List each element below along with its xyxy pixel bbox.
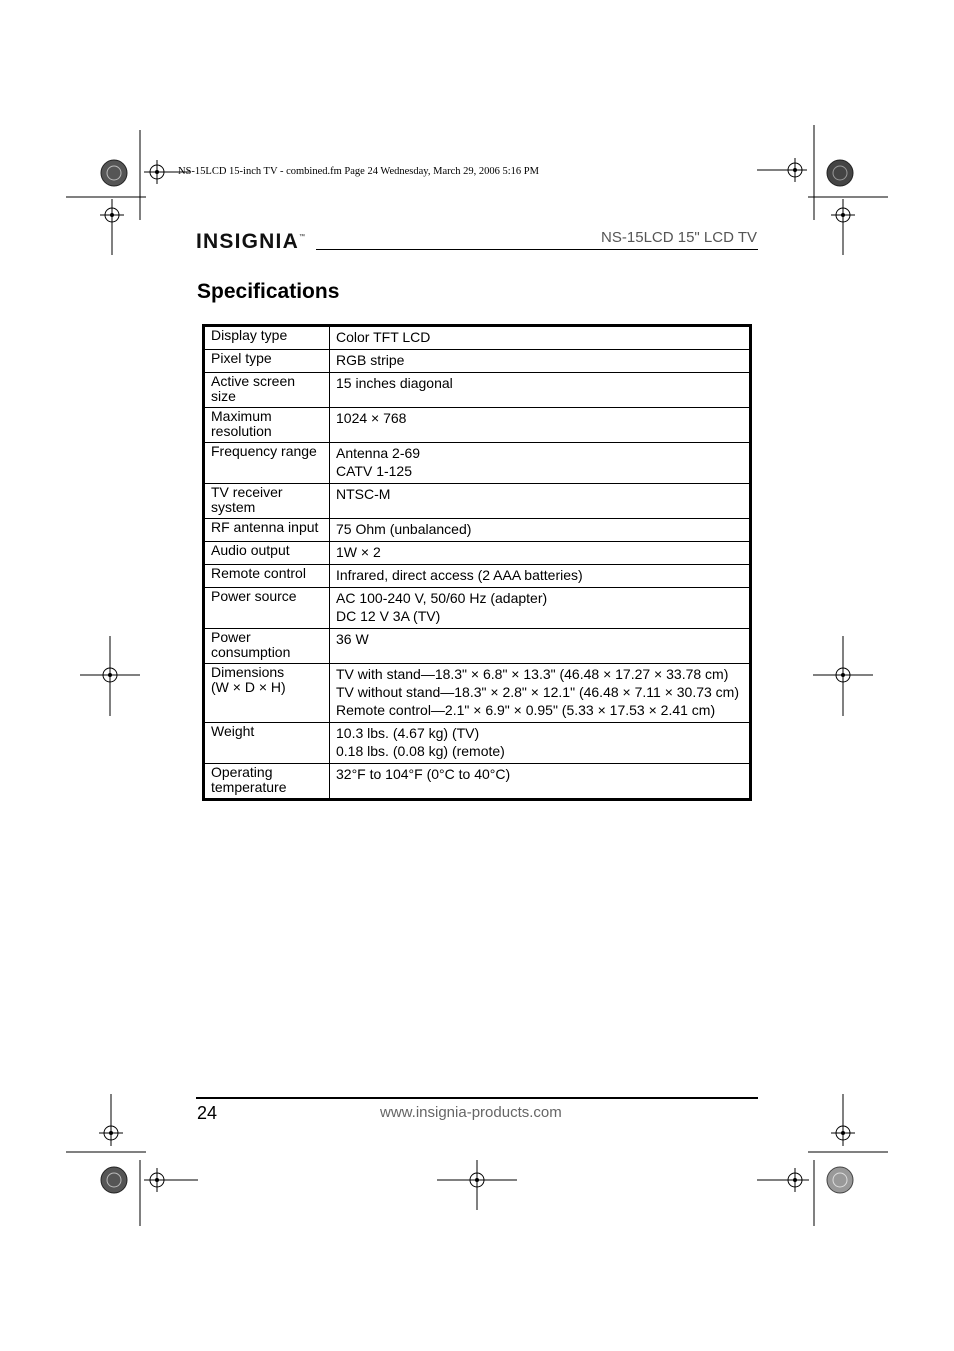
spec-label: Remote control [211, 565, 306, 581]
table-row [204, 764, 751, 800]
spec-label: Display type [211, 327, 288, 343]
spec-label-cell [204, 588, 330, 629]
table-row [204, 350, 751, 373]
insignia-logo: INSIGNIA™ [196, 230, 307, 253]
spec-value: RGB stripe [336, 352, 405, 368]
spec-value-cell [330, 443, 751, 484]
spec-value: TV without stand—18.3" × 2.8" × 12.1" (46.48 × 7.11 × 30.73 cm) [336, 684, 740, 700]
spec-label-cell [204, 664, 330, 723]
spec-value-cell [330, 350, 751, 373]
spec-label-cell [204, 443, 330, 484]
spec-value-cell [330, 764, 751, 800]
page-number: 24 [197, 1103, 218, 1123]
table-row [204, 723, 751, 764]
spec-label: Frequency range [211, 443, 317, 459]
page-title: Specifications [197, 280, 340, 303]
registration-mark-icon [808, 1094, 888, 1160]
spec-value: AC 100-240 V, 50/60 Hz (adapter) [336, 590, 548, 606]
spec-value-cell [330, 542, 751, 565]
spec-value-cell [330, 408, 751, 443]
starburst-target-icon [825, 1165, 855, 1195]
spec-value-cell [330, 664, 751, 723]
spec-value: Infrared, direct access (2 AAA batteries) [336, 567, 583, 583]
spec-value: 75 Ohm (unbalanced) [336, 521, 472, 537]
registration-mark-icon [813, 636, 873, 716]
spec-label-cell [204, 408, 330, 443]
spec-value: Color TFT LCD [336, 329, 431, 345]
starburst-target-icon [99, 158, 129, 188]
spec-label: resolution [211, 423, 272, 439]
footer-rule [196, 1097, 758, 1099]
table-row [204, 373, 751, 408]
spec-label: TV receiver [211, 484, 283, 500]
spec-label: Operating [211, 764, 273, 780]
spec-label-cell [204, 723, 330, 764]
registration-mark-icon [66, 1094, 146, 1160]
spec-value-cell [330, 723, 751, 764]
doc-title: NS-15LCD 15" LCD TV [601, 229, 757, 246]
spec-label: Maximum [211, 408, 272, 424]
spec-value: 36 W [336, 631, 369, 647]
footer-url[interactable]: www.insignia-products.com [380, 1104, 562, 1121]
spec-label-cell [204, 373, 330, 408]
spec-label: Pixel type [211, 350, 272, 366]
spec-value: 1W × 2 [336, 544, 381, 560]
spec-value: Remote control—2.1" × 6.9" × 0.95" (5.33 × 17.53 × 2.41 cm) [336, 702, 716, 718]
spec-value: Antenna 2-69 [336, 445, 421, 461]
table-row [204, 542, 751, 565]
spec-value-cell [330, 565, 751, 588]
spec-label: consumption [211, 644, 291, 660]
spec-value-cell [330, 519, 751, 542]
spec-label: RF antenna input [211, 519, 319, 535]
spec-value-cell [330, 588, 751, 629]
spec-label-cell [204, 484, 330, 519]
spec-value: 0.18 lbs. (0.08 kg) (remote) [336, 743, 505, 759]
logo-text: INSIGNIA [196, 230, 299, 253]
registration-mark-icon [130, 1160, 200, 1226]
spec-value: 32°F to 104°F (0°C to 40°C) [336, 766, 511, 782]
registration-mark-icon [757, 1160, 827, 1226]
table-row [204, 664, 751, 723]
spec-label: Power [211, 629, 251, 645]
starburst-target-icon [825, 158, 855, 188]
spec-value: DC 12 V 3A (TV) [336, 608, 441, 624]
spec-value: TV with stand—18.3" × 6.8" × 13.3" (46.48 × 17.27 × 33.78 cm) [336, 666, 729, 682]
spec-value-cell [330, 373, 751, 408]
spec-label: (W × D × H) [211, 679, 286, 695]
starburst-target-icon [99, 1165, 129, 1195]
specifications-table [202, 324, 752, 801]
table-row [204, 408, 751, 443]
spec-value: 15 inches diagonal [336, 375, 453, 391]
spec-label-cell [204, 519, 330, 542]
specifications-table-body [204, 326, 751, 800]
table-row [204, 565, 751, 588]
header-rule [316, 249, 758, 250]
spec-label-cell [204, 629, 330, 664]
registration-mark-icon [437, 1160, 517, 1210]
spec-value-cell [330, 484, 751, 519]
registration-mark-icon [808, 185, 888, 255]
spec-label: Power source [211, 588, 297, 604]
spec-label: Weight [211, 723, 255, 739]
registration-mark-icon [66, 185, 146, 255]
table-row [204, 326, 751, 350]
spec-label: Audio output [211, 542, 290, 558]
registration-mark-icon [80, 636, 140, 716]
table-row [204, 588, 751, 629]
spec-value: 1024 × 768 [336, 410, 407, 426]
table-row [204, 519, 751, 542]
spec-value-cell [330, 326, 751, 350]
spec-value: CATV 1-125 [336, 463, 412, 479]
table-row [204, 443, 751, 484]
spec-label-cell [204, 326, 330, 350]
table-row [204, 629, 751, 664]
spec-label-cell [204, 565, 330, 588]
spec-value: NTSC-M [336, 486, 391, 502]
spec-label: Dimensions [211, 664, 285, 680]
print-header: NS-15LCD 15-inch TV - combined.fm Page 24 Wednesday, March 29, 2006 5:16 PM [178, 166, 539, 177]
spec-label: temperature [211, 779, 287, 795]
spec-value: 10.3 lbs. (4.67 kg) (TV) [336, 725, 480, 741]
spec-label-cell [204, 350, 330, 373]
spec-label-cell [204, 764, 330, 800]
spec-value-cell [330, 629, 751, 664]
table-row [204, 484, 751, 519]
spec-label-cell [204, 542, 330, 565]
spec-label: system [211, 499, 256, 515]
spec-label: Active screen size [211, 373, 296, 404]
